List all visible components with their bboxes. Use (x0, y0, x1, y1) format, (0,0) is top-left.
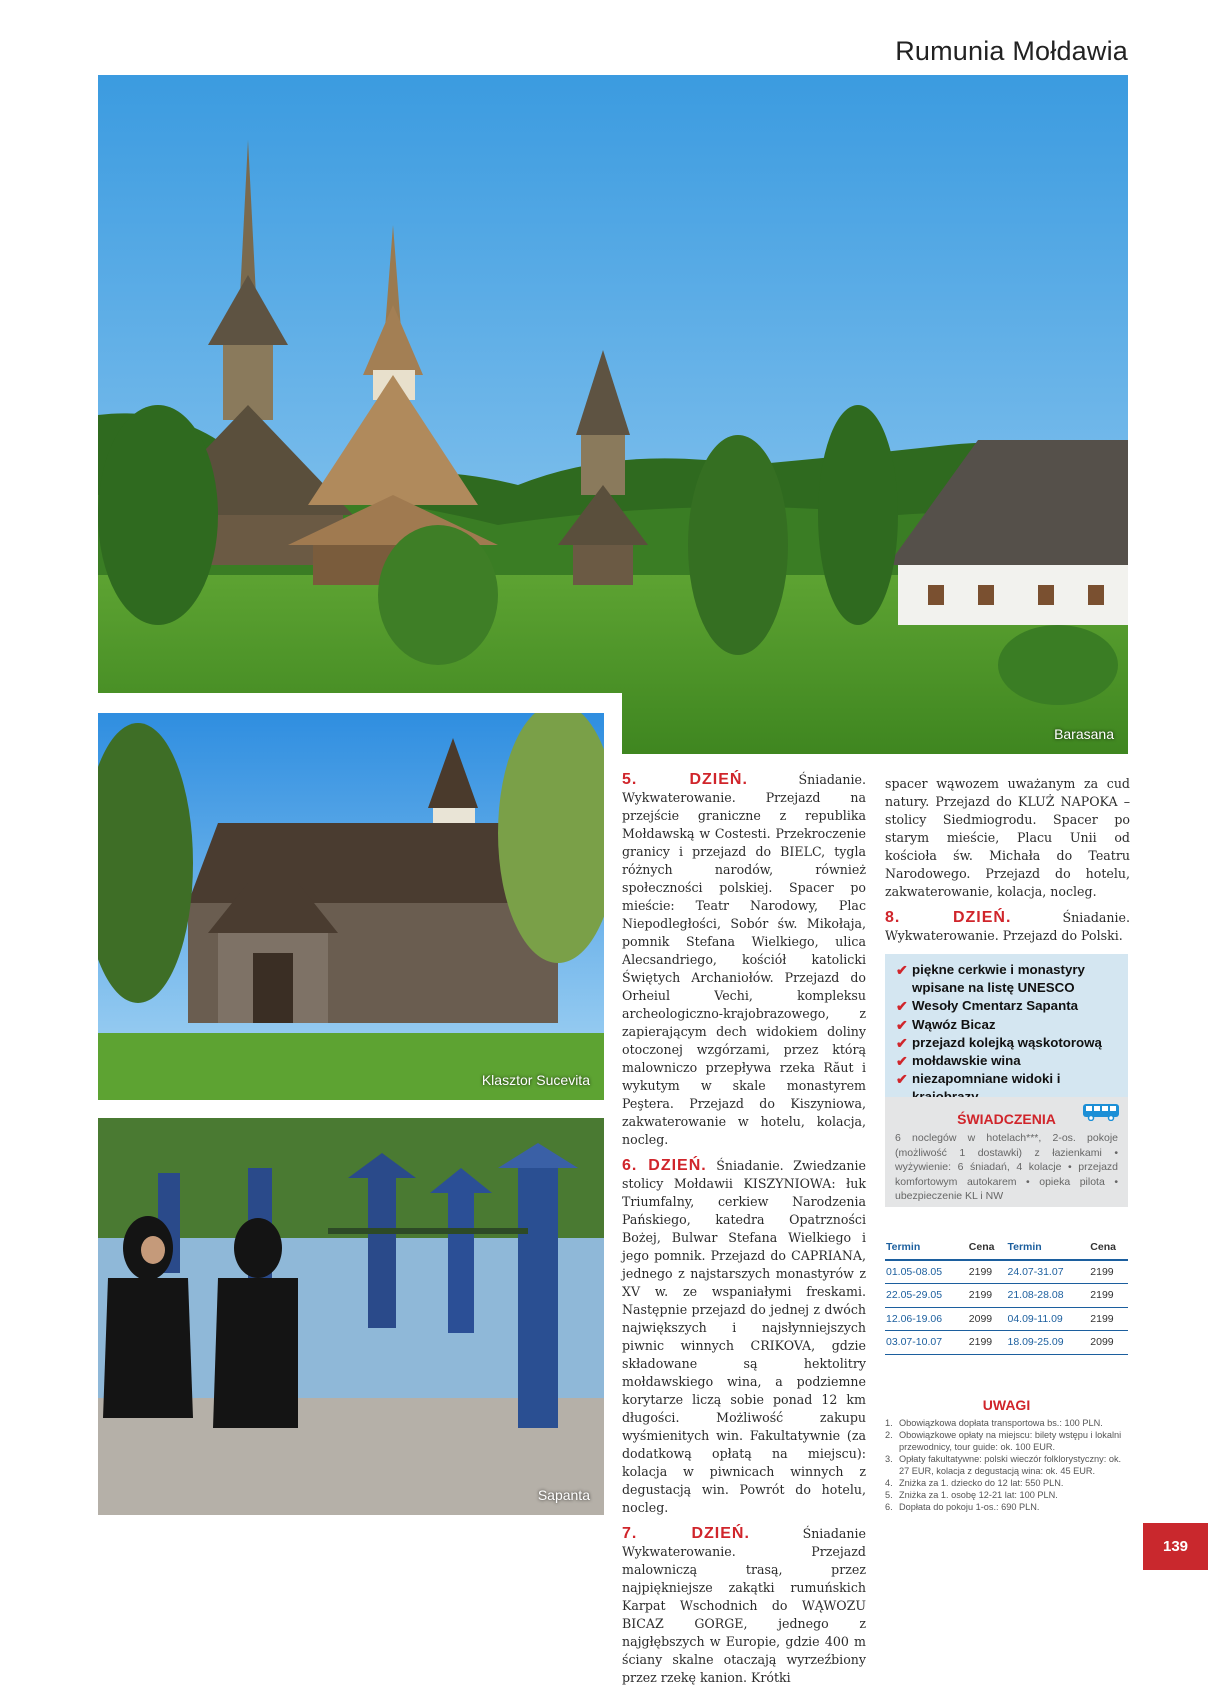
sapanta-caption: Sapanta (537, 1487, 590, 1503)
price-cell: 2099 (1089, 1331, 1128, 1355)
price-table (885, 1234, 1128, 1355)
highlight-item (896, 1016, 1120, 1034)
price-cell: 2199 (968, 1331, 1007, 1355)
table-row (885, 1307, 1128, 1331)
day-5-paragraph (622, 771, 866, 1149)
note-text: Zniżka za 1. osobę 12-21 lat: 100 PLN. (899, 1490, 1058, 1500)
price-cell: 2199 (968, 1260, 1007, 1284)
day-6-text: Śniadanie. Zwiedzanie stolicy Mołdawii KISZYNIOWA: łuk Triumfalny, cerkiew Narodzenia Pańskiego, katedra Opatrzności Bożej, Bulwar Stefana Wielkiego i jego pomnik. Przejazd do CAPRIANA, jednego z najstarszych monastyrów z XV w. ze wspaniałymi freskami. Następnie przejazd do jednej z dwóch największych i najsłynniejszych piwnic winnych CRIKOVA, gdzie składowane są hektolitry mołdawskiego wina, a podziemne korytarze liczą sobie ponad 12 km długości. Możliwość zakupu wyśmienitych win. Fakultatywnie (za dodatkową opłatą na miejscu): kolacja w piwnicach winnych z degustacją win. Powrót do hotelu, nocleg. (622, 1158, 866, 1515)
note-number: 3. (885, 1454, 893, 1464)
itinerary-column-1 (622, 771, 866, 1695)
price-cell: 2199 (1089, 1307, 1128, 1331)
price-table-header (885, 1234, 1128, 1260)
note-item (885, 1453, 1128, 1477)
page-title: Rumunia Mołdawia (895, 36, 1128, 66)
checkmark-icon: ✔ (896, 1034, 908, 1051)
note-text: Opłaty fakultatywne: polski wieczór folklorystyczny: ok. 27 EUR, kolacja z degustacją wina: ok. 45 EUR. (899, 1454, 1122, 1476)
checkmark-icon: ✔ (896, 1053, 908, 1070)
highlight-item (896, 1034, 1120, 1052)
table-row (885, 1331, 1128, 1355)
highlight-text: Wesoły Cmentarz Sapanta (912, 998, 1079, 1014)
highlight-item (896, 1052, 1120, 1070)
term-cell: 18.09-25.09 (1006, 1331, 1089, 1355)
note-number: 6. (885, 1502, 893, 1512)
highlight-text: niezapomniane widoki i (912, 1071, 1061, 1087)
note-item (885, 1489, 1128, 1501)
term-cell: 04.09-11.09 (1006, 1307, 1089, 1331)
day-8-label: 8. DZIEŃ. (885, 909, 1012, 926)
services-title: ŚWIADCZENIA (957, 1111, 1056, 1127)
barasana-photo (98, 75, 1128, 754)
price-cell: 2199 (1089, 1284, 1128, 1308)
day-7-text: Śniadanie Wykwaterowanie. Przejazd malowniczą trasą, przez najpiękniejsze zakątki rumuńskich Karpat Wschodnich do WĄWOZU BICAZ GORGE, jednego z najgłębszych w Europie, gdzie 400 m ściany skalne otaczają wyrzeźbiony przez rzekę kanion. Krótki (622, 1526, 866, 1685)
column-header-price: Cena (968, 1234, 1007, 1260)
notes-list (885, 1417, 1128, 1513)
sucevita-caption: Klasztor Sucevita (481, 1072, 590, 1088)
highlight-text: przejazd kolejką wąskotorową (912, 1034, 1102, 1050)
note-item (885, 1417, 1128, 1429)
highlight-text: mołdawskie wina (912, 1053, 1021, 1069)
term-cell: 21.08-28.08 (1006, 1284, 1089, 1308)
term-cell: 01.05-08.05 (885, 1260, 968, 1284)
highlights-box (885, 954, 1128, 1097)
day-6-label: 6. DZIEŃ. (622, 1157, 707, 1174)
highlight-item (896, 997, 1120, 1015)
day-6-paragraph (622, 1157, 866, 1517)
services-text: 6 noclegów w hotelach***, 2-os. pokoje (możliwość 1 dostawki) z łazienkami • wyżywienie: 6 śniadań, 4 kolacje • przejazd komfortowym autokarem • opieka pilota • ubezpieczenie KL i NW (895, 1132, 1118, 1203)
bus-icon (1082, 1103, 1120, 1121)
term-cell: 24.07-31.07 (1006, 1260, 1089, 1284)
day-7-label: 7. DZIEŃ. (622, 1525, 750, 1542)
note-item (885, 1429, 1128, 1453)
day-5-label: 5. DZIEŃ. (622, 771, 748, 788)
day-7-paragraph (622, 1525, 866, 1687)
note-text: Obowiązkowa dopłata transportowa bs.: 100 PLN. (899, 1418, 1103, 1428)
term-cell: 22.05-29.05 (885, 1284, 968, 1308)
note-number: 4. (885, 1478, 893, 1488)
note-number: 5. (885, 1490, 893, 1500)
itinerary-column-2 (885, 775, 1130, 953)
page-number: 139 (1143, 1523, 1208, 1570)
note-text: Dopłata do pokoju 1-os.: 690 PLN. (899, 1502, 1040, 1512)
table-row (885, 1284, 1128, 1308)
column-header-term: Termin (885, 1234, 968, 1260)
day-8-paragraph (885, 909, 1130, 945)
checkmark-icon: ✔ (896, 1071, 908, 1088)
services-box (885, 1097, 1128, 1207)
price-cell: 2099 (968, 1307, 1007, 1331)
day-7-continued: spacer wąwozem uważanym za cud natury. Przejazd do KLUŻ NAPOKA – stolicy Siedmiogrodu. Spacer po starym mieście, Placu Unii od kościoła św. Michała do Teatru Narodowego. Przejazd do hotelu, zakwaterowanie, kolacja, nocleg. (885, 776, 1130, 899)
day-5-text: Śniadanie. Wykwaterowanie. Przejazd na przejście graniczne z republika Mołdawską w Costesti. Przekroczenie granicy i przejazd do BIELC, tygla różnych narodów, również społeczności polskiej. Spacer po mieście: Teatr Narodowy, Plac Niepodległości, Sobór św. Mikołaja, pomnik Stefana Wielkiego, ulica Alecsandriego, kościół katolicki Świętych Archaniołów. Przejazd do Orheiul Vechi, kompleksu archeologiczno-krajobrazowego, z zapierającym dech widokiem doliny otoczonej wzgórzami, przez którą malowniczo przepływa rzeka Răut i wykutym w skale monastyrem Peştera. Przejazd do Kiszyniowa, zakwaterowanie w hotelu, kolacja, nocleg. (622, 772, 866, 1147)
price-cell: 2199 (968, 1284, 1007, 1308)
note-number: 2. (885, 1430, 893, 1440)
note-number: 1. (885, 1418, 893, 1428)
checkmark-icon: ✔ (896, 1016, 908, 1033)
highlight-text: Wąwóz Bicaz (912, 1016, 996, 1032)
checkmark-icon: ✔ (896, 962, 908, 978)
sapanta-photo (98, 1118, 604, 1515)
notes-title: UWAGI (982, 1397, 1031, 1413)
table-row (885, 1260, 1128, 1284)
checkmark-icon: ✔ (896, 998, 908, 1015)
price-cell: 2199 (1089, 1260, 1128, 1284)
note-text: Obowiązkowe opłaty na miejscu: bilety wstępu i lokalni przewodnicy, tour guide: ok. 100 EUR. (899, 1430, 1122, 1452)
sucevita-photo (98, 713, 604, 1100)
highlight-text: piękne cerkwie i monastyry wpisane na listę UNESCO (912, 962, 1085, 996)
note-item (885, 1477, 1128, 1489)
term-cell: 03.07-10.07 (885, 1331, 968, 1355)
column-header-term: Termin (1006, 1234, 1089, 1260)
term-cell: 12.06-19.06 (885, 1307, 968, 1331)
barasana-caption: Barasana (1054, 726, 1114, 742)
note-text: Zniżka za 1. dziecko do 12 lat: 550 PLN. (899, 1478, 1064, 1488)
day-8-text: Śniadanie. Wykwaterowanie. Przejazd do Polski. (885, 910, 1130, 943)
column-header-price: Cena (1089, 1234, 1128, 1260)
note-item (885, 1501, 1128, 1513)
highlight-item (896, 961, 1120, 997)
